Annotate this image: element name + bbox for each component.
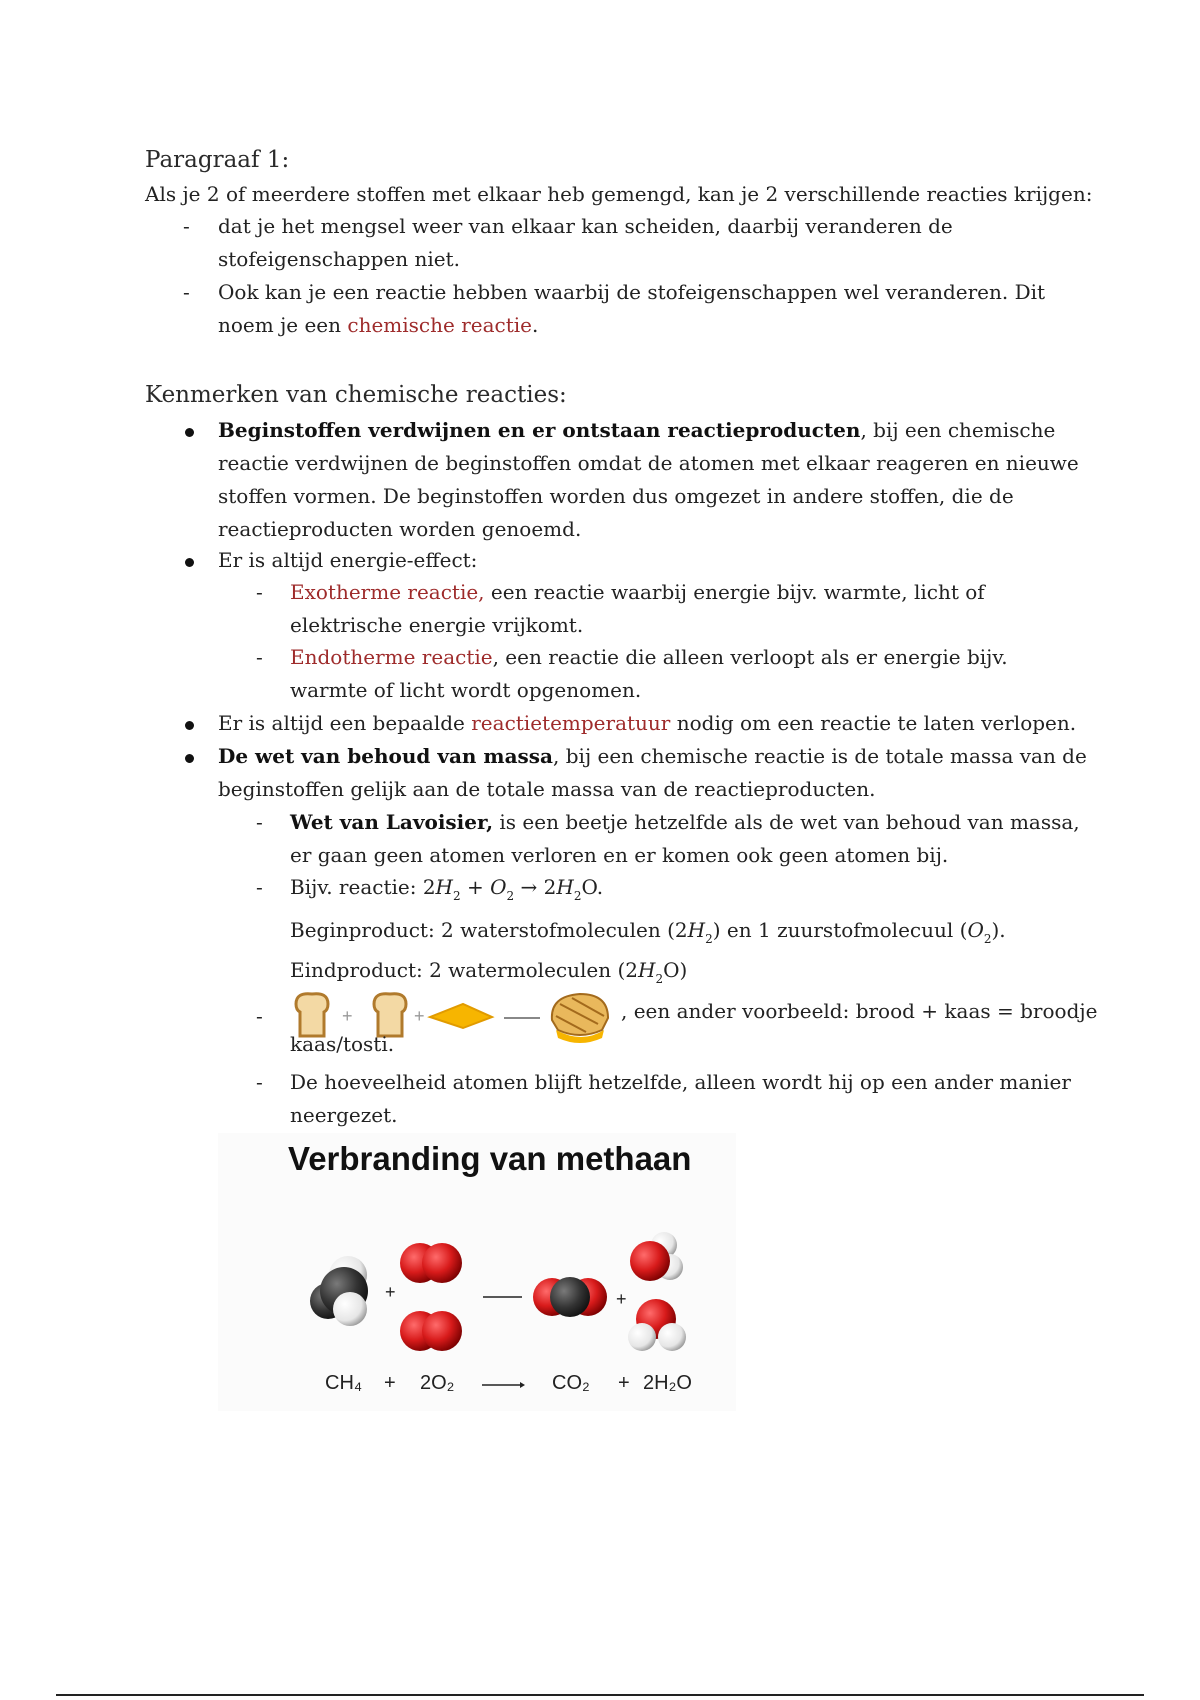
bullet1-line2: reactie verdwijnen de beginstoffen omdat de atomen met elkaar reageren en nieuwe <box>218 451 1079 475</box>
eq-plus: + <box>384 1372 396 1394</box>
dash-marker: - <box>183 280 190 304</box>
water-molecule <box>630 1232 683 1281</box>
bullet-dot <box>185 721 194 730</box>
bullet1-line4: reactieproducten worden genoemd. <box>218 517 582 541</box>
section-title-kenmerken: Kenmerken van chemische reacties: <box>145 382 567 408</box>
bullet2-text: Er is altijd energie-effect: <box>218 548 478 572</box>
carbon-dioxide-molecule <box>533 1277 607 1317</box>
term-chemische-reactie: chemische reactie <box>347 313 532 337</box>
bullet3-text: Er is altijd een bepaalde reactietemperatuur nodig om een reactie te laten verlopen. <box>218 711 1077 735</box>
term-exotherme: Exotherme reactie, <box>290 580 485 604</box>
endo-line2: warmte of licht wordt opgenomen. <box>290 678 642 702</box>
plus-sign: + <box>414 1006 425 1026</box>
molecule-diagram <box>300 1225 720 1355</box>
plus-sign: + <box>385 1282 396 1302</box>
toasted-sandwich-icon <box>552 994 608 1043</box>
bullet4-line2: beginstoffen gelijk aan de totale massa van de reactieproducten. <box>218 777 876 801</box>
dash-marker: - <box>183 214 190 238</box>
term-reactietemperatuur: reactietemperatuur <box>471 711 671 735</box>
eindproduct-text: Eindproduct: 2 watermoleculen $(2H_2O)$ <box>290 958 688 986</box>
dash-marker: - <box>256 875 263 899</box>
exo-line2: elektrische energie vrijkomt. <box>290 613 584 637</box>
sandwich-text-line1: , een ander voorbeeld: brood + kaas = broodje <box>621 999 1098 1023</box>
sandwich-text-line2: kaas/tosti. <box>290 1032 395 1056</box>
dash-marker: - <box>256 810 263 834</box>
cheese-icon <box>430 1004 492 1028</box>
methane-molecule <box>310 1256 368 1326</box>
figure-title: Verbranding van methaan <box>288 1140 692 1177</box>
reaction-example: Bijv. reactie: $2H_2 + O_2 \to 2H_2O$. <box>290 875 604 903</box>
hoeveelheid-line1: De hoeveelheid atomen blijft hetzelfde, alleen wordt hij op een ander manier <box>290 1070 1071 1094</box>
oxygen-molecule <box>400 1243 462 1283</box>
arrow-icon <box>480 1380 526 1390</box>
bullet4-line1: De wet van behoud van massa, bij een chemische reactie is de totale massa van de <box>218 744 1087 768</box>
plus-sign: + <box>616 1289 627 1309</box>
eq-o2: 2O₂ <box>420 1372 455 1394</box>
beginproduct-text: Beginproduct: 2 waterstofmoleculen $(2H_2)$ en 1 zuurstofmolecuul $(O_2)$. <box>290 918 1006 946</box>
eq-h2o: 2H₂O <box>643 1372 692 1394</box>
bullet-dot <box>185 428 194 437</box>
exo-line1: Exotherme reactie, een reactie waarbij energie bijv. warmte, licht of <box>290 580 985 604</box>
item2-line2: noem je een chemische reactie. <box>218 313 539 337</box>
term-endotherme: Endotherme reactie <box>290 645 493 669</box>
bullet-dot <box>185 754 194 763</box>
dash-marker: - <box>256 1070 263 1094</box>
oxygen-molecule <box>400 1311 462 1351</box>
bullet1-line3: stoffen vormen. De beginstoffen worden dus omgezet in andere stoffen, die de <box>218 484 1014 508</box>
endo-line1: Endotherme reactie, een reactie die alleen verloopt als er energie bijv. <box>290 645 1008 669</box>
item1-line2: stofeigenschappen niet. <box>218 247 460 271</box>
eq-co2: CO₂ <box>552 1372 590 1394</box>
bullet1-line1: Beginstoffen verdwijnen en er ontstaan reactieproducten, bij een chemische <box>218 418 1056 442</box>
bullet-dot <box>185 558 194 567</box>
lavoisier-line1: Wet van Lavoisier, is een beetje hetzelfde als de wet van behoud van massa, <box>290 810 1080 834</box>
dash-marker: - <box>256 645 263 669</box>
plus-sign: + <box>342 1006 353 1026</box>
lavoisier-line2: er gaan geen atomen verloren en er komen ook geen atomen bij. <box>290 843 949 867</box>
dash-marker: - <box>256 580 263 604</box>
dash-marker: - <box>256 1004 263 1028</box>
intro-text: Als je 2 of meerdere stoffen met elkaar heb gemengd, kan je 2 verschillende reacties krijgen: <box>145 182 1093 206</box>
hoeveelheid-line2: neergezet. <box>290 1103 398 1127</box>
item1-line1: dat je het mengsel weer van elkaar kan scheiden, daarbij veranderen de <box>218 214 953 238</box>
water-molecule <box>628 1299 686 1351</box>
section-title-paragraaf: Paragraaf 1: <box>145 147 290 173</box>
page-bottom-rule <box>56 1694 1144 1696</box>
item2-line1: Ook kan je een reactie hebben waarbij de stofeigenschappen wel veranderen. Dit <box>218 280 1046 304</box>
eq-plus: + <box>618 1372 630 1394</box>
eq-ch4: CH₄ <box>325 1372 363 1394</box>
